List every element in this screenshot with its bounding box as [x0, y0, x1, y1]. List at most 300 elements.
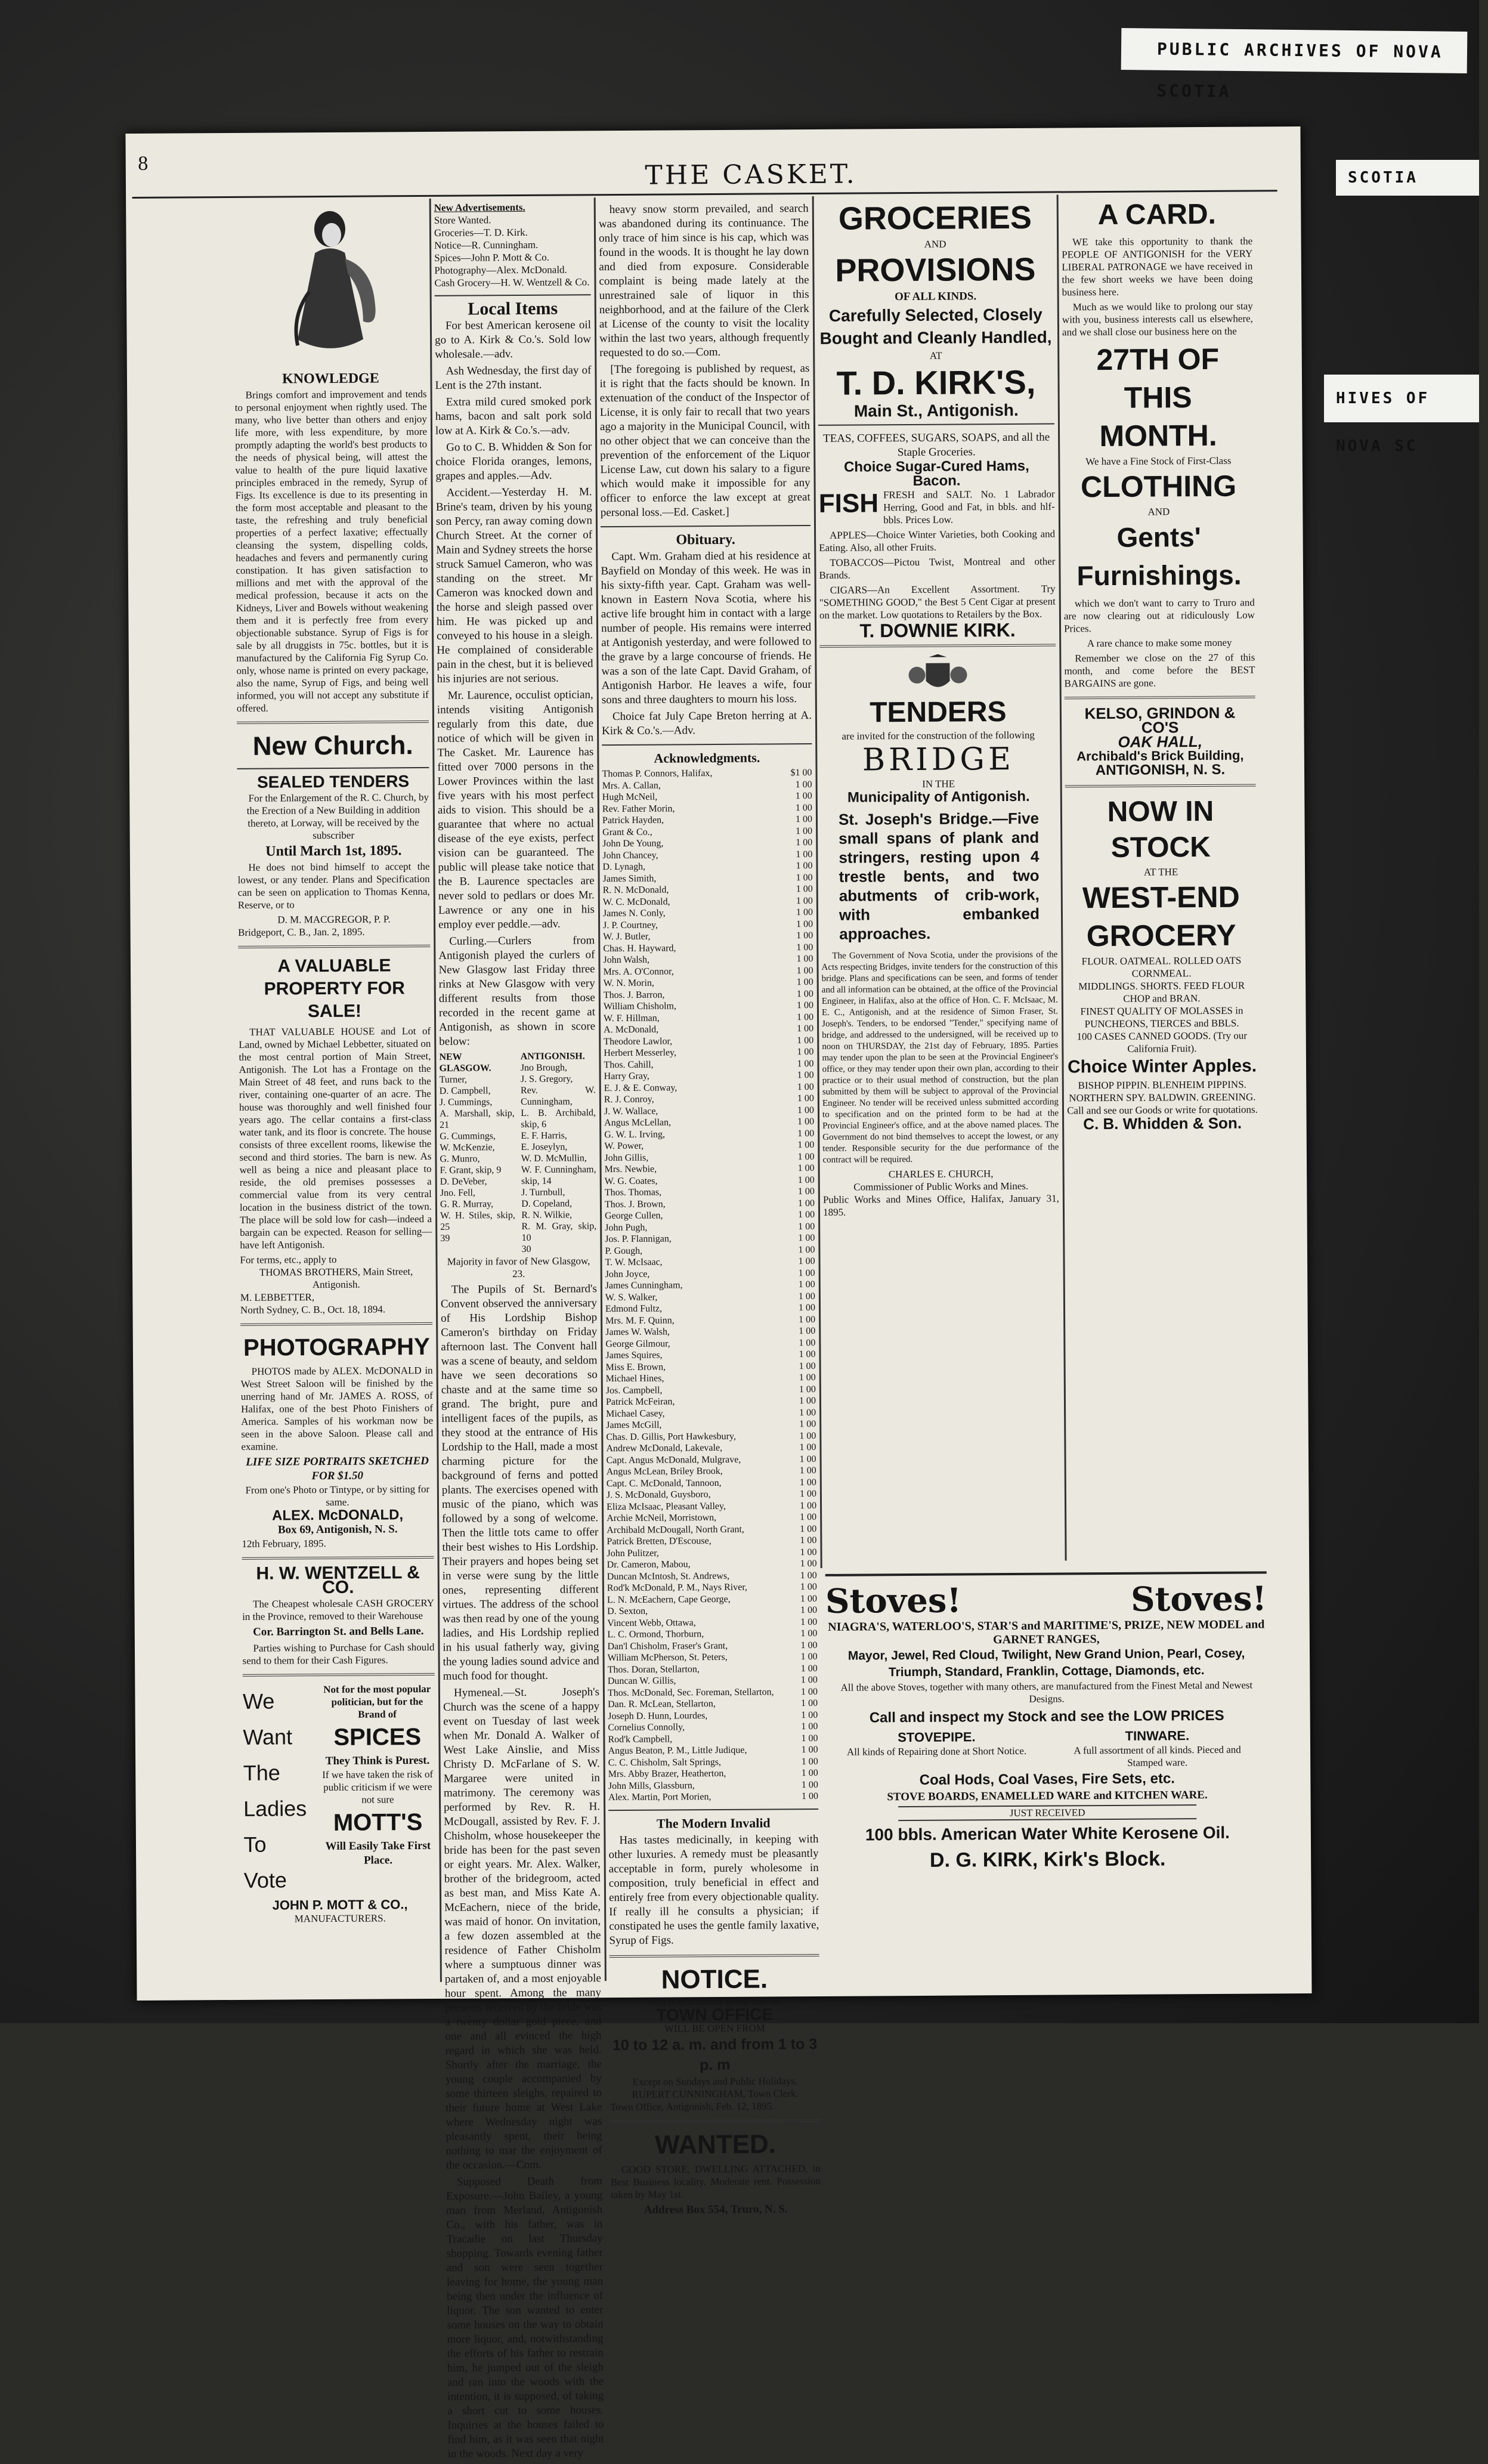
acknowledgment-amount: 1 00: [797, 1139, 815, 1151]
acknowledgment-name: Grant & Co.,: [602, 827, 652, 837]
acknowledgment-amount: 1 00: [799, 1430, 816, 1441]
notice-hours: 10 to 12 a. m. and from 1 to 3 p. m: [612, 2035, 818, 2073]
acknowledgment-row: [607, 1488, 816, 1501]
acknowledgment-row: [604, 964, 813, 978]
acknowledgment-amount: 1 00: [800, 1593, 818, 1604]
acknowledgment-name: A. McDonald,: [604, 1024, 659, 1035]
acknowledgment-amount: 1 00: [797, 1023, 814, 1034]
acknowledgment-row: [604, 1127, 814, 1140]
acknowledgment-name: James W. Walsh,: [605, 1327, 670, 1338]
acknowledgment-name: Thos. Thomas,: [604, 1187, 662, 1198]
acknowledgment-amount: 1 00: [798, 1279, 815, 1290]
clothing-heading: CLOTHING: [1080, 469, 1237, 504]
acknowledgments-heading: Acknowledgments.: [654, 750, 760, 766]
acknowledgment-amount: 1 00: [798, 1221, 815, 1232]
news-paragraph: Hymeneal.—St. Joseph's Church was the scene of a happy event on Tuesday of last week when Mr. Donald A. Walker of West Lake Ainslie, and Miss Christy D. McFarlane of S. W. Margaree were united in matrimony. The ceremony was performed by Rev. R. H. McDougall, assisted by Rev. F. J. Chisholm, whose housekeeper the bride has been for the past seven or eight years. Mr. Alex. Walker, brother of the bridegroom, acted as best man, and Miss Kate A. McEachern, niece of the bride, was maid of honor. On invitation, a few dozen assembled at the residence of Father Chisholm where a sumptuous dinner was partaken of, and a most enjoyable hour spent. Among the many presents received by the bride was a twenty dollar gold piece, and one and all evinced the high regard in which she was held. Shortly after the marriage, the young couple accompanied by some thirteen sleighs, repaired to their future home at West Lake where Wednesday night was pleasantly spent, their being nothing to mar the enjoyment of the occasion.—Com.: [443, 1686, 602, 2172]
apples-text: APPLES—Choice Winter Varieties, both Cooking and Eating. Also, all other Fruits.: [819, 528, 1056, 554]
local-items-heading: Local Items: [468, 298, 558, 319]
acknowledgment-row: [607, 1546, 816, 1559]
acknowledgment-row: [603, 953, 813, 966]
chance-text: A rare chance to make some money: [1087, 636, 1232, 650]
acknowledgment-amount: 1 00: [795, 802, 812, 813]
tenders-signature: D. M. MACGREGOR, P. P.: [277, 913, 391, 926]
acknowledgment-name: John Gillis,: [604, 1152, 649, 1163]
acknowledgment-amount: 1 00: [799, 1488, 816, 1500]
acknowledgment-row: [607, 1616, 817, 1629]
acknowledgment-name: Theodore Lawlor,: [604, 1035, 673, 1047]
score-entry: W. F. Cunningham, skip, 14: [521, 1164, 596, 1186]
wentzell-text: The Cheapest wholesale CASH GROCERY in the Province, removed to their Warehouse: [242, 1597, 435, 1622]
acknowledgment-amount: 1 00: [801, 1709, 818, 1720]
score-entry: E. F. Harris,: [521, 1130, 567, 1141]
apples-heading: Choice Winter Apples.: [1067, 1056, 1257, 1077]
acknowledgment-amount: 1 00: [799, 1395, 816, 1406]
acknowledgment-name: Mrs. A. Callan,: [602, 780, 661, 791]
acknowledgment-row: [608, 1744, 818, 1757]
acknowledgment-amount: 1 00: [797, 1046, 814, 1058]
middlings-text: MIDDLINGS. SHORTS. FEED FLOUR CHOP and BRAN.: [1078, 979, 1245, 1004]
acknowledgment-name: Thos. J. Brown,: [604, 1199, 666, 1210]
acknowledgment-amount: 1 00: [797, 1105, 815, 1115]
card-heading: A CARD.: [1097, 198, 1217, 231]
score-entry: Rev. W. Cunningham,: [520, 1085, 596, 1107]
acknowledgment-amount: 1 00: [796, 965, 813, 976]
acknowledgment-row: [606, 1442, 816, 1455]
acknowledgment-amount: 1 00: [797, 1151, 815, 1162]
acknowledgment-amount: 1 00: [797, 1081, 814, 1092]
stoves-call-text: Call and inspect my Stock and see the LOW PRICES: [869, 1707, 1224, 1726]
acknowledgment-name: John Walsh,: [603, 954, 650, 966]
score-entry: F. Grant, skip, 9: [440, 1165, 502, 1176]
acknowledgment-amount: 1 00: [801, 1733, 818, 1743]
news-paragraph: The Pupils of St. Bernard's Convent observed the anniversary of His Lordship Bishop Cameron's birthday on Friday afternoon last. The Convent hall was a scene of beauty, and seldom have we seen decorations so chaste and at the same time so grand. The bright, pure and intelligent faces of the pupils, as they stood at the entrance of His Lordship to the Hall, made a most charming picture for the background of ferns and potted plants. The exercises opened with music of the piano, which was followed by a song of welcome. Then the little tots came to offer their best wishes to His Lordship. Their prayers and hopes being set in verse were sung by the little ones, representing different virtues. The address of the school was then read by one of the young ladies, and His Lordship replied in his usual fatherly way, giving the young ladies sound advice and much food for thought.: [440, 1282, 599, 1683]
acknowledgment-row: [608, 1651, 818, 1664]
acknowledgment-row: [603, 883, 813, 896]
acknowledgment-amount: 1 00: [796, 861, 813, 871]
acknowledgment-row: [608, 1662, 818, 1675]
acknowledgment-name: Thos. J. Barron,: [603, 990, 665, 1000]
stove-boards-text: STOVE BOARDS, ENAMELLED WARE and KITCHEN WARE.: [887, 1788, 1208, 1804]
acknowledgment-row: [606, 1430, 816, 1443]
notice-date: Town Office, Antigonish, Feb. 12, 1895.: [610, 2100, 775, 2113]
antigonish-text: ANTIGONISH, N. S.: [1095, 761, 1226, 779]
acknowledgment-row: [603, 942, 813, 955]
score-entry: D. Campbell,: [439, 1086, 491, 1096]
acknowledgment-amount: 1 00: [798, 1302, 816, 1313]
notice-open: WILL BE OPEN FROM: [664, 2022, 765, 2035]
acknowledgment-row: [605, 1256, 815, 1269]
acknowledgment-row: [605, 1174, 815, 1187]
page-number: 8: [138, 152, 149, 175]
acknowledgment-row: [608, 1755, 818, 1769]
fish-heading: FISH: [818, 489, 879, 518]
score-entry: A. Marshall, skip, 21: [439, 1108, 515, 1130]
stock-text: We have a Fine Stock of First-Class: [1085, 455, 1232, 468]
acknowledgment-row: [602, 767, 812, 780]
acknowledgment-name: Cornelius Connolly,: [608, 1722, 685, 1733]
woman-illustration-icon: [273, 202, 388, 369]
wentzell-heading: H. W. WENTZELL & CO.: [256, 1563, 420, 1598]
acknowledgment-name: Vincent Webb, Ottawa,: [607, 1617, 696, 1628]
acknowledgment-row: [604, 1046, 813, 1059]
acknowledgment-name: C. C. Chisholm, Salt Springs,: [608, 1757, 722, 1768]
acknowledgment-row: [602, 826, 812, 839]
acknowledgment-row: [608, 1779, 818, 1792]
score-entry: L. B. Archibald, skip, 6: [521, 1108, 596, 1130]
and-text: AND: [924, 238, 946, 250]
acknowledgment-row: [608, 1721, 818, 1734]
acknowledgment-amount: 1 00: [799, 1500, 817, 1511]
acknowledgment-name: Capt. C. McDonald, Tannoon,: [606, 1477, 722, 1489]
stoves-above-text: All the above Stoves, together with many others, are manufactured from the Finest Metal and Newest Designs.: [840, 1679, 1253, 1705]
acknowledgment-name: T. W. McIsaac,: [605, 1257, 663, 1268]
acknowledgment-row: [605, 1209, 815, 1222]
acknowledgment-row: [605, 1244, 815, 1257]
masthead: THE CASKET.: [645, 159, 857, 191]
kerosene-oil-text: 100 bbls. American Water White Kerosene Oil.: [865, 1823, 1230, 1844]
dg-kirk-signature: D. G. KIRK, Kirk's Block.: [929, 1847, 1166, 1872]
tenders-date: Until March 1st, 1895.: [265, 843, 402, 860]
score-heading: ANTIGONISH.: [520, 1051, 585, 1062]
mott-signature: JOHN P. MOTT & CO.,: [272, 1897, 408, 1913]
acknowledgment-name: L. C. Ormond, Thorburn,: [607, 1629, 704, 1640]
acknowledgment-name: Andrew McDonald, Lakevale,: [606, 1442, 723, 1454]
knowledge-heading: KNOWLEDGE: [282, 370, 379, 387]
acknowledgment-name: Michael Casey,: [606, 1408, 665, 1419]
now-in-stock-heading: NOW IN STOCK: [1107, 795, 1214, 864]
acknowledgment-amount: 1 00: [797, 1116, 815, 1127]
acknowledgment-row: [604, 1104, 814, 1117]
acknowledgment-name: W. F. Hillman,: [603, 1013, 660, 1024]
kirk-heading: T. D. KIRK'S,: [836, 363, 1036, 402]
acknowledgment-amount: 1 00: [799, 1454, 816, 1464]
news-paragraph: Accident.—Yesterday H. M. Brine's team, driven by his young son Percy, ran away coming down Church Street. At the corner of Main and Sydney streets the horse struck Samuel Cameron, who was standing on the street. Mr Cameron was knocked down and the horse and sleigh passed over him. He was picked up and conveyed to his house in a sleigh. He complained of considerable pain in the chest, but it is believed his injuries are not serious.: [435, 486, 593, 685]
score-heading: NEW GLASGOW.: [439, 1052, 491, 1074]
acknowledgment-row: [608, 1686, 818, 1699]
acknowledgment-row: [605, 1325, 815, 1338]
mott-word: Want: [243, 1724, 293, 1749]
acknowledgment-name: Jos. Campbell,: [605, 1385, 663, 1396]
acknowledgment-row: [602, 779, 812, 792]
kelso-heading: KELSO, GRINDON & CO'S: [1084, 703, 1236, 737]
acknowledgment-name: John Joyce,: [605, 1269, 650, 1279]
tinware-block: [1058, 1727, 1257, 1769]
score-majority: Majority in favor of New Glasgow, 23.: [447, 1255, 590, 1280]
acknowledgment-row: [604, 1139, 814, 1152]
acknowledgment-row: [603, 895, 813, 908]
photography-heading: PHOTOGRAPHY: [243, 1333, 430, 1361]
column-4: [817, 198, 1062, 1565]
acknowledgment-name: John De Young,: [602, 838, 664, 849]
acknowledgment-amount: 1 00: [797, 1035, 814, 1046]
acknowledgment-amount: 1 00: [797, 1069, 814, 1081]
news-paragraph: Mr. Laurence, occulist optician, intends visiting Antigonish regularly from this date, due notice of which will be given in The Casket. Mr. Laurence has fitted over 7000 persons in the Lower Provinces within the last five years with his most perfect aids to vision. This should be a guarantee that where no actual disease of the eye exists, perfect vision can be guaranteed. The public will please take notice that the B. Laurence spectacles are never sold to pedlars or does Mr. Lawrence or any one in his employ ever peddle.—adv.: [437, 688, 595, 931]
acknowledgment-amount: 1 00: [797, 1058, 814, 1069]
list-item: Notice—R. Cunningham.: [434, 239, 539, 251]
acknowledgment-amount: 1 00: [800, 1628, 818, 1639]
acknowledgment-row: [604, 1011, 813, 1024]
acknowledgment-name: J. W. Wallace,: [604, 1106, 658, 1117]
acknowledgment-row: [608, 1709, 818, 1722]
score-entry: Jno. Fell,: [440, 1188, 476, 1198]
acknowledgment-name: Miss E. Brown,: [605, 1362, 666, 1372]
stovepipe-text: All kinds of Repairing done at Short Notice.: [846, 1745, 1027, 1758]
acknowledgment-amount: 1 00: [799, 1361, 816, 1371]
government-title: Commissioner of Public Works and Mines.: [853, 1180, 1029, 1193]
mott-left-column: [243, 1683, 321, 1899]
acknowledgment-amount: 1 00: [796, 954, 813, 964]
acknowledgment-name: Dan. R. McLean, Stellarton,: [608, 1699, 716, 1710]
acknowledgment-name: Angus McLean, Briley Brook,: [606, 1466, 723, 1477]
score-entry: D. DeVeber,: [440, 1176, 487, 1187]
acknowledgment-amount: 1 00: [798, 1209, 815, 1220]
fish-text: FRESH and SALT. No. 1 Labrador Herring, Good and Fat, in bbls. and hlf-bbls. Prices Low.: [883, 488, 1055, 526]
coat-of-arms-icon: [893, 654, 982, 696]
acknowledgment-amount: 1 00: [799, 1325, 816, 1337]
acknowledgment-name: Chas. D. Gillis, Port Hawkesbury,: [606, 1431, 737, 1442]
acknowledgment-amount: 1 00: [796, 849, 813, 860]
government-place: Public Works and Mines Office, Halifax, January 31, 1895.: [822, 1192, 1059, 1218]
acknowledgment-name: William McPherson, St. Peters,: [607, 1652, 728, 1664]
acknowledgment-row: [607, 1639, 817, 1652]
flour-text: FLOUR. OATMEAL. ROLLED OATS CORNMEAL.: [1081, 954, 1242, 979]
acknowledgment-row: [604, 1093, 814, 1106]
acknowledgment-row: [604, 1034, 813, 1047]
acknowledgment-name: W. N. Morin,: [603, 978, 654, 989]
score-entry: W. H. Stiles, skip, 25: [440, 1210, 515, 1232]
list-item: Photography—Alex. McDonald.: [434, 264, 567, 276]
acknowledgment-amount: 1 00: [799, 1407, 816, 1418]
acknowledgment-name: Dr. Cameron, Mabou,: [607, 1559, 691, 1570]
acknowledgment-amount: 1 00: [799, 1442, 816, 1453]
acknowledgment-name: Thos. Cahill,: [604, 1059, 654, 1070]
tenders-invited: are invited for the construction of the following: [842, 729, 1035, 742]
acknowledgment-row: [606, 1383, 816, 1396]
score-entry: W. McKenzie,: [440, 1142, 495, 1153]
list-item: Spices—John P. Mott & Co.: [434, 251, 550, 264]
archive-label-fragment: HIVES OF NOVA SC: [1324, 375, 1479, 422]
score-entry: J. S. Gregory,: [520, 1074, 573, 1084]
oak-hall-text: OAK HALL,: [1118, 732, 1203, 751]
teas-text: TEAS, COFFEES, SUGARS, SOAPS, and all the Staple Groceries.: [823, 431, 1050, 459]
acknowledgment-name: Rev. Father Morin,: [602, 803, 675, 814]
acknowledgment-name: John Pulitzer,: [607, 1548, 659, 1559]
acknowledgment-row: [604, 1081, 814, 1094]
acknowledgment-name: Angus Beaton, P. M., Little Judique,: [608, 1745, 747, 1757]
card-text-2: Much as we would like to prolong our stay with you, business interests call us elsewhere, and we shall close our business here on the: [1062, 300, 1253, 338]
acknowledgment-row: [608, 1698, 818, 1711]
acknowledgment-name: W. Power,: [604, 1140, 644, 1152]
property-heading: A VALUABLE PROPERTY FOR SALE!: [264, 956, 405, 1022]
mott-purest: They Think is Purest.: [325, 1754, 430, 1768]
invalid-heading: The Modern Invalid: [656, 1814, 771, 1831]
and-text: AND: [1147, 506, 1170, 518]
acknowledgment-amount: 1 00: [796, 942, 813, 953]
mott-intro: Not for the most popular politician, but for the Brand of: [323, 1683, 431, 1720]
column-3: [598, 199, 821, 2216]
acknowledgment-name: Edmond Fultz,: [605, 1303, 663, 1315]
acknowledgment-name: James N. Conly,: [602, 908, 666, 919]
acknowledgment-name: Alex. Martin, Port Morien,: [608, 1792, 711, 1803]
acknowledgment-row: [607, 1604, 817, 1618]
news-paragraph: Ash Wednesday, the first day of Lent is the 27th instant.: [435, 364, 592, 392]
acknowledgment-name: L. N. McEachern, Cape George,: [607, 1594, 731, 1605]
apple-varieties-2: NORTHERN SPY. BALDWIN. GREENING.: [1069, 1091, 1256, 1104]
photography-portraits: LIFE SIZE PORTRAITS SKETCHED FOR $1.50: [246, 1454, 429, 1483]
tenders-heading: SEALED TENDERS: [256, 772, 410, 792]
acknowledgment-row: [602, 837, 812, 850]
apple-varieties: BISHOP PIPPIN. BLENHEIM PIPPINS.: [1078, 1078, 1246, 1092]
score-entry: R. M. Gray, skip, 10: [521, 1221, 597, 1243]
acknowledgment-amount: 1 00: [801, 1779, 818, 1790]
acknowledgment-name: Mrs. Newbie,: [604, 1164, 657, 1175]
acknowledgment-amount: 1 00: [796, 895, 813, 906]
kirk-address: Main St., Antigonish.: [853, 400, 1019, 421]
wanted-text: GOOD STORE, DWELLING ATTACHED, in Best Business locality. Moderate rent. Possession taken by May 1st.: [610, 2162, 821, 2200]
provisions-heading: PROVISIONS: [835, 251, 1036, 289]
bridge-heading: BRIDGE: [862, 741, 1015, 778]
score-entry: J. Cummings,: [439, 1097, 493, 1108]
acknowledgment-name: Rod'k Campbell,: [608, 1733, 673, 1745]
acknowledgment-name: Mrs. Abby Brazer, Heatherton,: [608, 1768, 726, 1780]
mott-word: The: [243, 1760, 280, 1785]
acknowledgment-amount: 1 00: [795, 779, 812, 790]
tenders-place: Bridgeport, C. B., Jan. 2, 1895.: [238, 926, 365, 938]
acknowledgment-amount: 1 00: [796, 907, 813, 918]
acknowledgment-name: Eliza McIsaac, Pleasant Valley,: [606, 1501, 726, 1512]
acknowledgment-row: [605, 1302, 815, 1315]
acknowledgment-amount: 1 00: [799, 1337, 816, 1348]
acknowledgment-amount: 1 00: [800, 1547, 817, 1557]
archive-label-fragment: SCOTIA: [1336, 160, 1479, 196]
molasses-text: FINEST QUALITY OF MOLASSES in PUNCHEONS, TIERCES and BBLS.: [1080, 1004, 1243, 1030]
notice-except: Except on Sundays and Public Holidays.: [632, 2075, 798, 2088]
photography-signature: ALEX. McDONALD,: [272, 1507, 404, 1524]
acknowledgment-name: Rod'k McDonald, P. M., Nays River,: [607, 1582, 748, 1594]
acknowledgment-row: [607, 1593, 817, 1606]
property-text: THAT VALUABLE HOUSE and Lot of Land, owned by Michael Lebbetter, situated on the most central portion of Main Street, Antigonish. The Lot has a Frontage on the Main Street of 48 feet, and runs back to the river, containing one-quarter of an acre. The house was thoroughly and well finished four years ago. The cellar contains a first-class water tank, and its floor is concrete. The house consists of three excellent rooms, likewise the second and third stories. The barn is new. As well as being a nice and pleasant place to reside, the old premises possesses a commercial value from its very central location in the business district of the town. The place will be sold low for cash—indeed a bargain can be expected. Reason for selling—have left Antigonish.: [239, 1025, 432, 1251]
acknowledgment-name: Duncan W. Gillis,: [607, 1675, 676, 1687]
wentzell-address: Cor. Barrington St. and Bells Lane.: [253, 1625, 424, 1638]
acknowledgment-amount: 1 00: [801, 1756, 818, 1767]
acknowledgment-row: [605, 1279, 815, 1292]
score-entry: J. Turnbull,: [521, 1187, 565, 1198]
acknowledgment-amount: 1 00: [800, 1535, 817, 1546]
acknowledgment-amount: 1 00: [800, 1616, 818, 1627]
remember-text: Remember we close on the 27 of this month, and come before the BEST BARGAINS are gone.: [1064, 651, 1255, 690]
coal-text: Coal Hods, Coal Vases, Fire Sets, etc.: [919, 1770, 1175, 1788]
acknowledgment-name: James Cunningham,: [605, 1280, 683, 1291]
score-entry: W. D. McMullin,: [521, 1153, 587, 1164]
acknowledgment-row: [608, 1732, 818, 1745]
card-text: WE take this opportunity to thank the PEOPLE OF ANTIGONISH for the VERY LIBERAL PATRONAGE we have received in the few short weeks we have been doing business here.: [1062, 235, 1253, 298]
acknowledgment-name: Archie McNeil, Morristown,: [607, 1513, 717, 1524]
acknowledgment-amount: 1 00: [799, 1477, 816, 1488]
groceries-heading: GROCERIES: [838, 199, 1032, 237]
acknowledgment-row: [607, 1535, 816, 1548]
acknowledgment-amount: 1 00: [797, 1174, 815, 1185]
acknowledgment-name: James McGill,: [606, 1420, 662, 1431]
acknowledgment-amount: 1 00: [799, 1349, 816, 1360]
acknowledgment-amount: 1 00: [796, 976, 813, 988]
in-the-text: IN THE: [922, 778, 955, 790]
acknowledgment-row: [607, 1523, 816, 1536]
acknowledgment-row: [605, 1313, 815, 1327]
acknowledgment-row: [605, 1267, 815, 1280]
wanted-heading: WANTED.: [654, 2129, 777, 2160]
acknowledgment-name: Patrick Hayden,: [602, 815, 664, 826]
acknowledgment-name: J. S. McDonald, Guysboro,: [606, 1489, 711, 1501]
score-total: 30: [521, 1244, 531, 1254]
news-paragraph: Capt. Wm. Graham died at his residence at Bayfield on Monday of this week. He was in his sixty-fifth year. Capt. Graham was well-known in Eastern Nova Scotia, where his active life brought him in contact with a large number of people. His remains were interred at Antigonish yesterday, and were followed to the grave by a large concourse of friends. He was a son of the late Capt. David Graham, of Antigonish Harbor. He leaves a wife, four sons and three daughters to mourn his loss.: [601, 549, 812, 707]
government-signature: CHARLES E. CHURCH,: [888, 1168, 994, 1180]
mott-right-column: [320, 1683, 436, 1898]
acknowledgment-name: Mrs. A. O'Connor,: [603, 966, 674, 977]
acknowledgment-amount: 1 00: [801, 1744, 818, 1755]
acknowledgment-amount: 1 00: [798, 1267, 815, 1278]
acknowledgment-amount: 1 00: [796, 872, 813, 883]
property-signature: THOMAS BROTHERS, Main Street, Antigonish.: [259, 1266, 413, 1291]
acknowledgment-row: [607, 1558, 817, 1571]
carefully-selected-text: Carefully Selected, Closely Bought and Cleanly Handled,: [819, 305, 1052, 348]
acknowledgment-name: R. J. Conroy,: [604, 1094, 654, 1105]
stovepipe-heading: STOVEPIPE.: [898, 1729, 976, 1745]
score-entry: G. Munro,: [440, 1154, 480, 1164]
acknowledgment-row: [607, 1628, 817, 1641]
acknowledgment-amount: 1 00: [796, 930, 813, 941]
acknowledgment-amount: 1 00: [795, 814, 813, 825]
acknowledgment-name: W. G. Coates,: [604, 1176, 658, 1186]
score-entry: G. Cummings,: [440, 1131, 496, 1142]
acknowledgment-name: Thos. Doran, Stellarton,: [607, 1664, 700, 1675]
acknowledgment-row: [604, 1000, 813, 1013]
acknowledgment-amount: 1 00: [796, 837, 813, 848]
tenders-heading: TENDERS: [870, 696, 1007, 729]
acknowledgment-amount: 1 00: [800, 1686, 818, 1697]
stoves-heading: Stoves!: [825, 1581, 962, 1621]
closing-date-heading: 27TH OF THIS MONTH.: [1096, 342, 1220, 453]
mott-advertisement: [243, 1683, 436, 1899]
news-paragraph: Choice fat July Cape Breton herring at A. Kirk & Co.'s.—Adv.: [602, 709, 812, 738]
acknowledgment-row: [604, 1058, 813, 1071]
mott-word: Vote: [243, 1868, 287, 1893]
score-entry: G. R. Murray,: [440, 1199, 494, 1210]
acknowledgment-amount: 1 00: [798, 1291, 815, 1301]
news-paragraph: Curling.—Curlers from Antigonish played the curlers of New Glasgow last Friday three rinks at New Glasgow with very different results from those recorded in the recent game at Antigonish, as shown in score below:: [438, 934, 596, 1048]
acknowledgment-row: [602, 814, 812, 827]
mott-brand: MOTT'S: [333, 1809, 423, 1836]
acknowledgment-row: [607, 1453, 816, 1466]
acknowledgment-name: D. Lynagh,: [602, 861, 646, 873]
acknowledgment-amount: 1 00: [801, 1721, 818, 1732]
church-heading: New Church.: [252, 731, 413, 761]
acknowledgment-row: [606, 1406, 816, 1420]
acknowledgment-amount: 1 00: [796, 1000, 813, 1011]
acknowledgment-amount: 1 00: [797, 1186, 815, 1197]
score-entry: D. Copeland,: [521, 1198, 573, 1209]
acknowledgment-name: Joseph D. Hunn, Lourdes,: [608, 1710, 708, 1721]
acknowledgment-row: [607, 1465, 816, 1478]
property-signature-2: M. LEBBETTER,: [240, 1291, 315, 1303]
acknowledgment-row: [603, 919, 813, 932]
acknowledgment-amount: 1 00: [799, 1384, 816, 1395]
acknowledgment-name: James Simith,: [602, 873, 657, 884]
gents-furnishings-heading: Gents' Furnishings.: [1076, 521, 1242, 592]
news-paragraph: [The foregoing is published by request, as it is right that the facts should be known. In extenuation of the conduct of the Inspector of License, it is only fair to recall that two years ago a majority in the Municipal Council, with no other object that we can conceive than the prevention of the enforcement of the Liquor License Law, cut down his salary to a figure which would make it impossible for any officer to enforce the law except at great personal loss.—Ed. Casket.]: [599, 362, 810, 520]
acknowledgment-name: Harry Gray,: [604, 1071, 649, 1082]
acknowledgment-row: [604, 1116, 814, 1129]
truro-text: which we don't want to carry to Truro and are now clearing out at ridiculously Low Prices.: [1063, 596, 1255, 635]
